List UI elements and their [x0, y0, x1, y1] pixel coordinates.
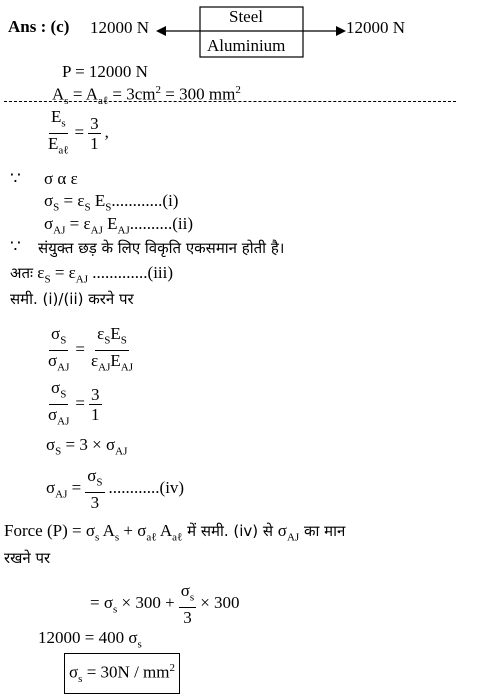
hindi-strain-statement: संयुक्त छड़ के लिए विकृति एकसमान होती है। [38, 239, 285, 257]
equation-ii: $\sigma_{AJ} = \varepsilon_{AJ}$ $E_{AJ}..........(ii)$ [44, 214, 194, 237]
force-equation: Force $(P) = \sigma_s$ $A_s + \sigma_{a\ell}$ $A_{a\ell}$ में समी. (iv) से $\sigma_{AJ}$ का मान [4, 521, 346, 544]
modulus-ratio-equation: $\frac{E_s}{E_{a\ell}}$ = $\frac{3}{1}$ , [48, 107, 109, 157]
force-right-label: 12000 N [346, 18, 406, 37]
load-equation: 12000 = 400 $\sigma_s$ [38, 628, 142, 651]
given-load: P = 12000 N [62, 62, 148, 81]
hindi-divide-statement: समी. (i)/(ii) करने पर [10, 290, 134, 308]
bar-bottom-label: Aluminium [207, 36, 286, 55]
substituted-equation: = $\sigma_s \times 300$ + $\frac{\sigma_s}{3}$ × 300 [90, 581, 240, 628]
given-area: $A_s = A_{a\ell} = 3cm^2 = 300$ $mm^2$ [52, 84, 241, 108]
equation-i: $\sigma_S = \varepsilon_S$ $E_S............(i)$ [44, 191, 179, 214]
bar-top-label: Steel [229, 7, 263, 26]
equation-iii: अतः $\varepsilon_S = \varepsilon_{AJ}$ .............(iii) [10, 263, 174, 286]
section-divider [4, 101, 456, 102]
since-symbol-2: ∵ [10, 237, 21, 256]
proportionality-statement: σ α ε [44, 169, 78, 188]
force-left-label: 12000 N [90, 18, 150, 37]
equation-iv: $\sigma_{AJ}$ = $\frac{\sigma_S}{3}$ ............(iv) [46, 466, 185, 513]
stress-ratio: $\frac{\sigma_S}{\sigma_{AJ}}$ = $\frac{3}{1}$ [48, 378, 100, 428]
stress-relation: $\sigma_S = 3 \times \sigma_{AJ}$ [46, 435, 128, 458]
answer-label: Ans : (c) [8, 17, 70, 36]
stress-strain-ratio: $\frac{\sigma_S}{\sigma_{AJ}}$ = $\frac{\varepsilon_SE_S}{\varepsilon_{AJ}E_{AJ}}$ [48, 324, 133, 374]
right-arrowhead-icon [336, 26, 346, 36]
hindi-substitute-statement: रखने पर [4, 549, 51, 567]
left-arrowhead-icon [156, 26, 166, 36]
final-result-box: $\sigma_s = 30N / mm^2$ [64, 653, 180, 694]
since-symbol: ∵ [10, 169, 21, 188]
